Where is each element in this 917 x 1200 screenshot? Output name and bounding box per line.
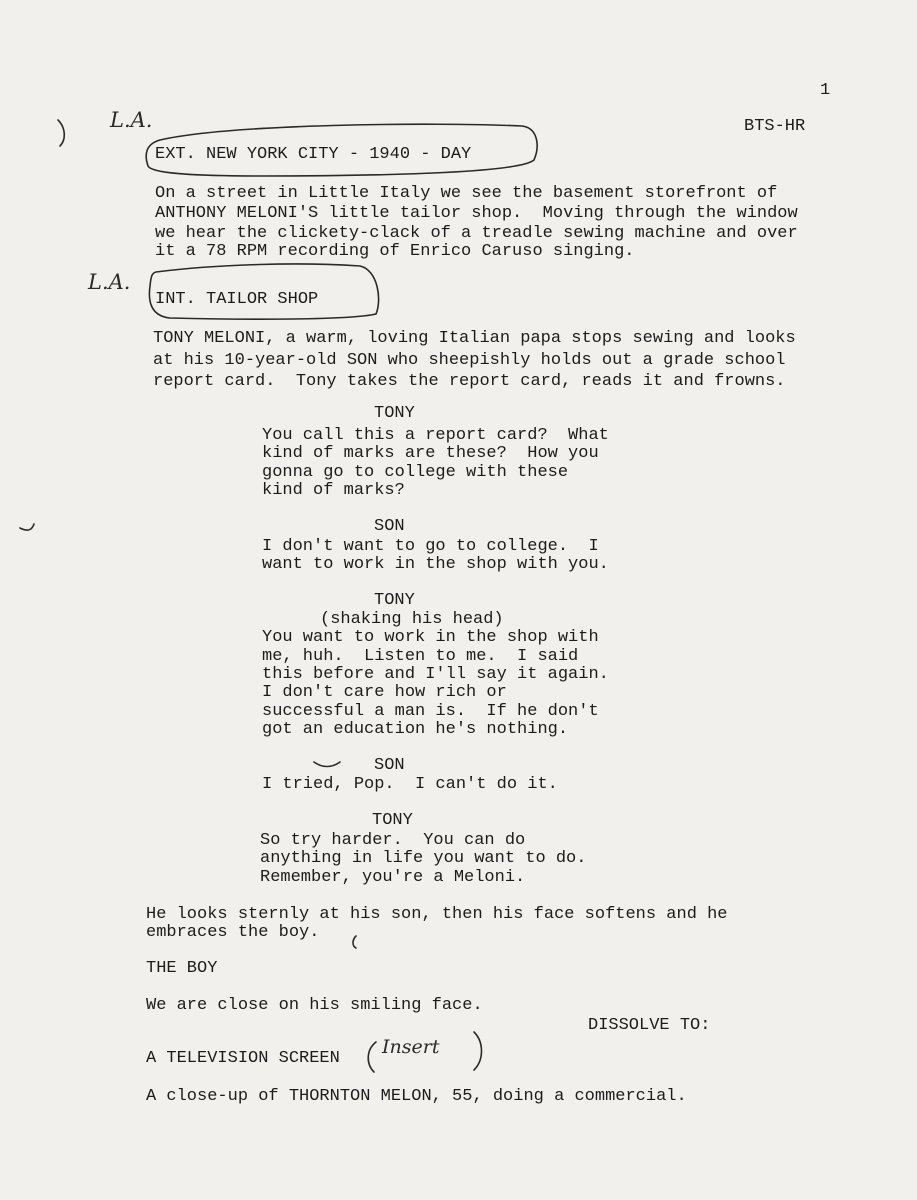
handwritten-insert-note: Insert <box>382 1036 440 1058</box>
dialogue-line: I tried, Pop. I can't do it. <box>262 775 558 794</box>
dialogue-line: this before and I'll say it again. <box>262 665 609 684</box>
scene-2-action-line: at his 10-year-old SON who sheepishly holds out a grade school <box>153 351 786 370</box>
dialogue-line: gonna go to college with these <box>262 463 569 482</box>
character-name: SON <box>374 517 405 536</box>
margin-tick-1 <box>58 120 64 146</box>
scene-1-action-line: ANTHONY MELONI'S little tailor shop. Moving through the window <box>155 204 798 223</box>
dialogue-line: I don't want to go to college. I <box>262 537 599 556</box>
action-line: We are close on his smiling face. <box>146 996 483 1015</box>
dialogue-line: successful a man is. If he don't <box>262 702 599 721</box>
shot-heading-the-boy: THE BOY <box>146 959 218 978</box>
revision-code: BTS-HR <box>744 117 806 136</box>
action-line: embraces the boy. <box>146 923 320 942</box>
margin-tick-4 <box>353 936 356 948</box>
scene-2-action-line: report card. Tony takes the report card, reads it and frowns. <box>153 372 786 391</box>
dialogue-line: So try harder. You can do <box>260 831 526 850</box>
dialogue-line: You call this a report card? What <box>262 426 609 445</box>
character-name: TONY <box>372 811 413 830</box>
scene-2-action-line: TONY MELONI, a warm, loving Italian papa stops sewing and looks <box>153 329 796 348</box>
character-name: TONY <box>374 404 415 423</box>
page-number: 1 <box>820 81 831 100</box>
dialogue-line: kind of marks? <box>262 481 405 500</box>
dialogue-line: Remember, you're a Meloni. <box>260 868 526 887</box>
scene-heading-1: EXT. NEW YORK CITY - 1940 - DAY <box>155 145 472 164</box>
action-line: He looks sternly at his son, then his face softens and he <box>146 905 728 924</box>
dialogue-line: got an education he's nothing. <box>262 720 569 739</box>
scene-1-action-line: we hear the clickety-clack of a treadle sewing machine and over <box>155 224 798 243</box>
shot-heading-tv: A TELEVISION SCREEN <box>146 1049 340 1068</box>
action-line: A close-up of THORNTON MELON, 55, doing a commercial. <box>146 1087 687 1106</box>
scene-1-action-line: On a street in Little Italy we see the basement storefront of <box>155 184 778 203</box>
parenthetical: (shaking his head) <box>320 610 504 629</box>
insert-paren-left <box>368 1042 376 1072</box>
dialogue-line: me, huh. Listen to me. I said <box>262 647 579 666</box>
handwritten-la-1: L.A. <box>110 108 153 132</box>
transition: DISSOLVE TO: <box>588 1016 711 1035</box>
margin-tick-2 <box>20 524 34 530</box>
dialogue-line: anything in life you want to do. <box>260 849 587 868</box>
scene-heading-2: INT. TAILOR SHOP <box>155 290 319 309</box>
margin-tick-3 <box>314 762 340 767</box>
character-name: SON <box>374 756 405 775</box>
scene-1-action-line: it a 78 RPM recording of Enrico Caruso singing. <box>155 242 635 261</box>
dialogue-line: You want to work in the shop with <box>262 628 599 647</box>
insert-paren-right <box>474 1032 482 1070</box>
dialogue-line: want to work in the shop with you. <box>262 555 609 574</box>
character-name: TONY <box>374 591 415 610</box>
dialogue-line: kind of marks are these? How you <box>262 444 599 463</box>
dialogue-line: I don't care how rich or <box>262 683 507 702</box>
handwritten-la-2: L.A. <box>88 270 131 294</box>
